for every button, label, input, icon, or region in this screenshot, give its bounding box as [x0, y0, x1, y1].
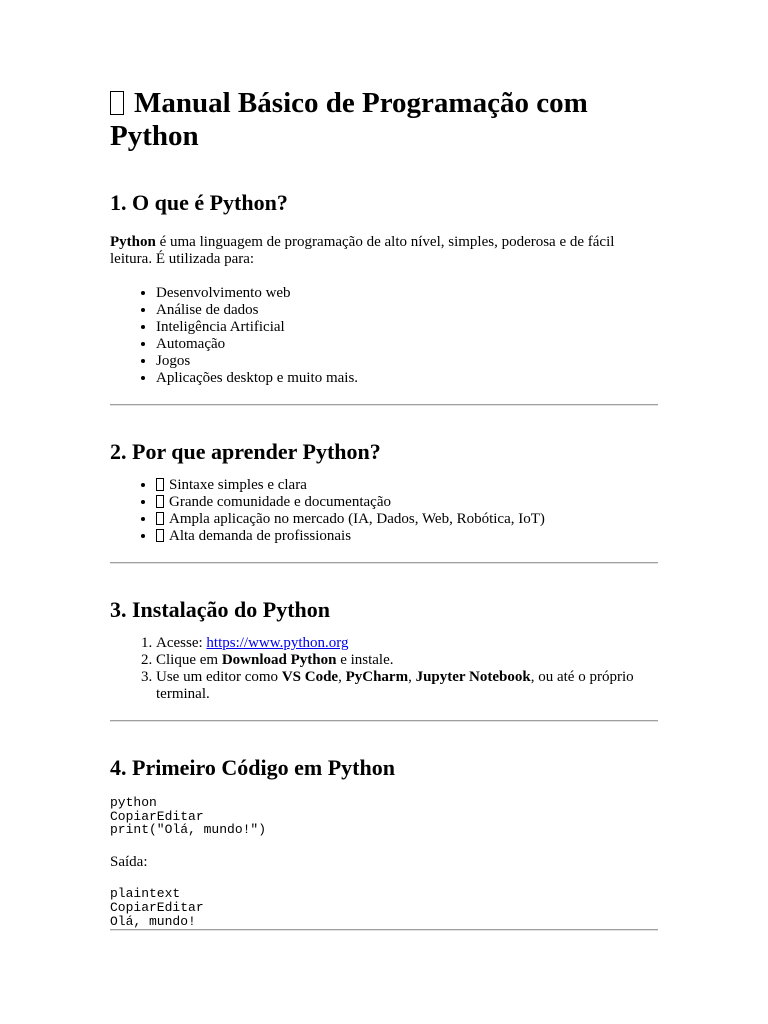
list-item-text: Ampla aplicação no mercado (IA, Dados, Web, Robótica, IoT)	[169, 511, 545, 527]
divider	[110, 720, 658, 722]
output-block: plaintext CopiarEditar Olá, mundo!	[110, 886, 204, 929]
page-title	[110, 87, 658, 153]
step-text: , ou até o próprio terminal.	[156, 669, 634, 702]
list-item: • Automação	[156, 336, 658, 353]
document-content	[110, 87, 658, 931]
section-heading-3: 3. Instalação do Python	[110, 597, 331, 622]
list-item-text: Alta demanda de profissionais	[169, 528, 352, 544]
missing-glyph-icon	[156, 512, 164, 525]
section-1-intro-text: é uma linguagem de programação de alto nível, simples, poderosa e de fácil leitura. É utilizada para:	[110, 234, 615, 267]
step-bold: PyCharm	[345, 669, 409, 685]
python-org-link[interactable]: https://www.python.org	[206, 635, 349, 651]
list-item-text: Sintaxe simples e clara	[169, 477, 307, 493]
python-bold: Python	[110, 234, 156, 250]
uses-list	[110, 285, 658, 387]
divider	[110, 929, 658, 931]
list-item: • Análise de dados	[156, 302, 658, 319]
section-heading-4: 4. Primeiro Código em Python	[110, 755, 395, 780]
step-text: Clique em	[156, 652, 222, 668]
step-text: e instale.	[336, 652, 394, 668]
section-heading-1: 1. O que é Python?	[110, 190, 288, 215]
step-bold: VS Code	[281, 669, 339, 685]
missing-glyph-icon	[156, 529, 164, 542]
divider	[110, 562, 658, 564]
step-text: Use um editor como	[156, 669, 282, 685]
reasons-list	[110, 477, 658, 545]
missing-glyph-icon	[156, 478, 164, 491]
list-item	[156, 669, 658, 703]
output-label: Saída:	[110, 854, 148, 871]
code-block: python CopiarEditar print("Olá, mundo!")	[110, 795, 267, 838]
list-item: • Desenvolvimento web	[156, 285, 658, 302]
missing-glyph-icon	[110, 91, 124, 115]
step-text: ,	[338, 669, 346, 685]
step-text: ,	[408, 669, 416, 685]
section-1-intro	[110, 234, 658, 268]
list-item	[156, 511, 658, 528]
list-item: • Aplicações desktop e muito mais.	[156, 370, 658, 387]
list-item: • Jogos	[156, 353, 658, 370]
list-item-text: Grande comunidade e documentação	[169, 494, 391, 510]
list-item	[156, 494, 658, 511]
page-title-text: Manual Básico de Programação com Python	[110, 87, 588, 152]
missing-glyph-icon	[156, 495, 164, 508]
section-heading-2: 2. Por que aprender Python?	[110, 439, 381, 464]
list-item	[156, 477, 658, 494]
step-bold: Download Python	[221, 652, 337, 668]
step-text: Acesse:	[156, 635, 207, 651]
install-steps	[110, 635, 658, 703]
list-item	[156, 635, 658, 652]
list-item: • Inteligência Artificial	[156, 319, 658, 336]
list-item	[156, 528, 658, 545]
step-bold: Jupyter Notebook	[415, 669, 531, 685]
divider	[110, 404, 658, 406]
list-item	[156, 652, 658, 669]
